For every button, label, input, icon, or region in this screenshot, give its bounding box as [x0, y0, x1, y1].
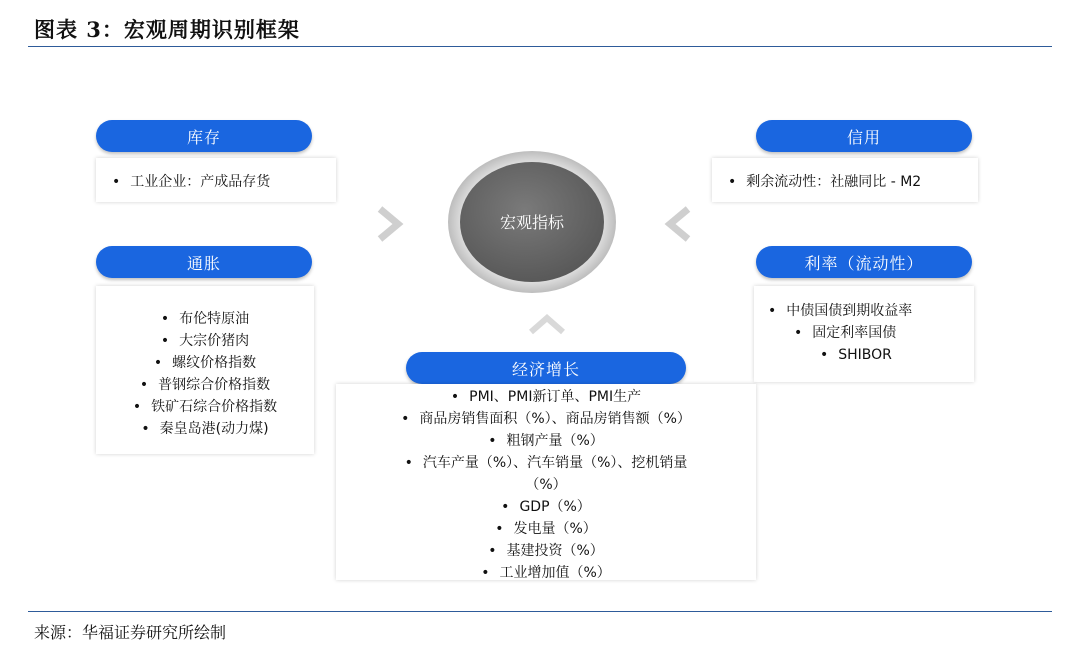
inventory-header	[96, 120, 312, 152]
inflation-header	[96, 246, 312, 278]
inflation-title: 通胀	[186, 253, 221, 273]
credit-title: 信用	[846, 127, 881, 147]
list-item: • 发电量（%）	[336, 518, 756, 540]
rates-title: 利率（流动性）	[804, 253, 924, 273]
list-item: • 商品房销售面积（%）、商品房销售额（%）	[336, 408, 756, 430]
list-item-continuation: （%）	[525, 477, 567, 493]
list-item: • 粗钢产量（%）	[336, 430, 756, 452]
list-item: • 固定利率国债	[768, 322, 974, 344]
list-item: • 布伦特原油	[96, 308, 314, 330]
rates-box	[754, 286, 974, 382]
chevron-left-icon	[662, 205, 696, 243]
inventory-box	[96, 158, 336, 202]
list-item: • PMI、PMI新订单、PMI生产	[336, 386, 756, 408]
center-label: 宏观指标	[499, 213, 565, 232]
growth-box	[336, 384, 756, 580]
inflation-box	[96, 286, 314, 454]
credit-header	[756, 120, 972, 152]
list-item: • 普钢综合价格指数	[96, 374, 314, 396]
list-item: • 秦皇岛港(动力煤)	[96, 418, 314, 440]
list-item: • 剩余流动性：社融同比 - M2	[728, 171, 978, 193]
credit-box	[712, 158, 978, 202]
figure-source: 来源：华福证券研究所绘制	[34, 623, 227, 642]
list-item: • SHIBOR	[768, 344, 974, 366]
list-item: • 大宗价猪肉	[96, 330, 314, 352]
chevron-right-icon	[372, 205, 406, 243]
chevron-up-icon	[527, 312, 567, 336]
growth-header	[406, 352, 686, 384]
list-item: • 工业增加值（%）	[336, 562, 756, 584]
figure-title: 图表 3：宏观周期识别框架	[34, 17, 300, 42]
list-item: • 中债国债到期收益率	[768, 300, 974, 322]
growth-title: 经济增长	[511, 359, 580, 379]
list-item: • 基建投资（%）	[336, 540, 756, 562]
inventory-title: 库存	[186, 127, 221, 147]
rates-header	[756, 246, 972, 278]
bottom-rule	[28, 611, 1052, 612]
top-rule	[28, 46, 1052, 47]
list-item: • 工业企业：产成品存货	[112, 171, 336, 193]
list-item: • GDP（%）	[336, 496, 756, 518]
list-item: • 螺纹价格指数	[96, 352, 314, 374]
list-item: • 汽车产量（%）、汽车销量（%）、挖机销量	[336, 452, 756, 474]
list-item: • 铁矿石综合价格指数	[96, 396, 314, 418]
center-circle	[447, 150, 617, 294]
